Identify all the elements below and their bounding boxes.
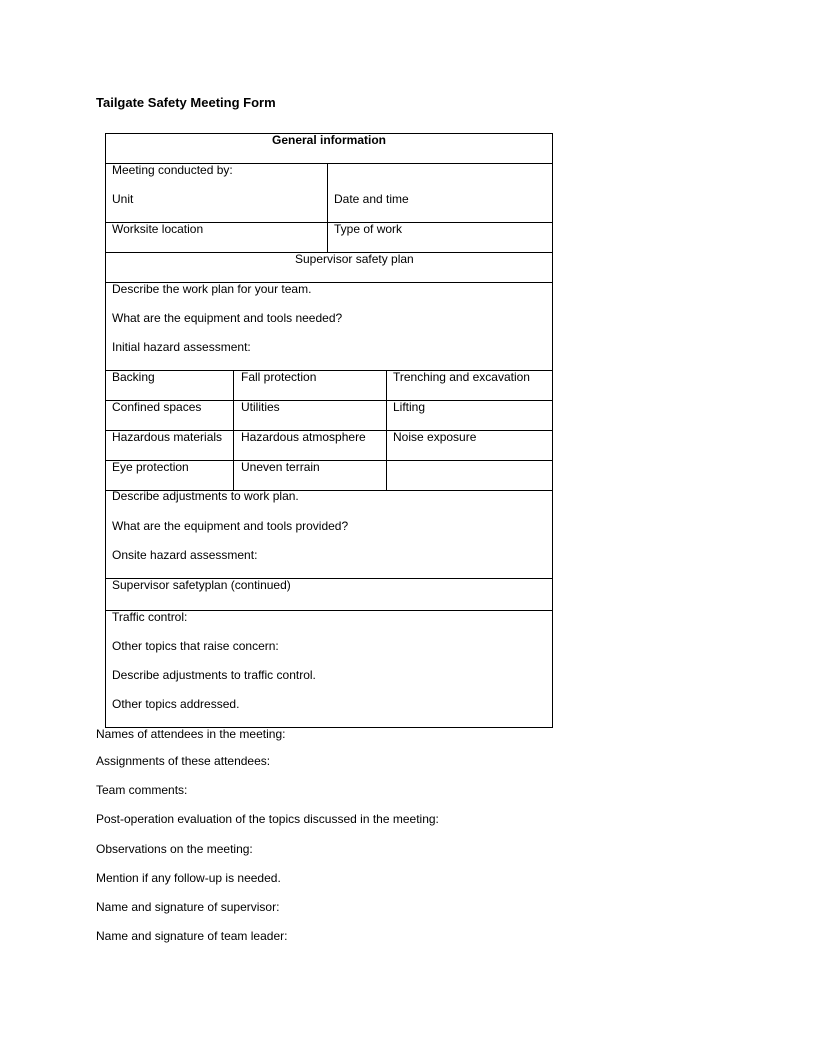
hazard-cell: Confined spaces: [112, 400, 202, 414]
hazard-cell: Trenching and excavation: [393, 370, 530, 384]
footer-line: Team comments:: [96, 783, 188, 797]
general-info-header: General information: [271, 133, 387, 147]
type-of-work-label: Type of work: [334, 222, 403, 236]
footer-line: Name and signature of supervisor:: [96, 900, 280, 914]
footer-line: Mention if any follow-up is needed.: [96, 871, 281, 885]
date-and-time-label: Date and time: [334, 192, 409, 206]
page-title: Tailgate Safety Meeting Form: [96, 95, 276, 110]
footer-line: Post-operation evaluation of the topics discussed in the meeting:: [96, 812, 439, 826]
equipment-provided-label: What are the equipment and tools provided?: [112, 519, 349, 533]
hazard-cell: Hazardous atmosphere: [241, 430, 366, 444]
supervisor-plan-header: Supervisor safety plan: [295, 252, 414, 266]
equipment-needed-label: What are the equipment and tools needed?: [112, 311, 343, 325]
footer-line: Names of attendees in the meeting:: [96, 727, 286, 741]
meeting-conducted-by-label: Meeting conducted by:: [112, 163, 233, 177]
initial-hazard-label: Initial hazard assessment:: [112, 340, 251, 354]
footer-line: Assignments of these attendees:: [96, 754, 271, 768]
footer-line: Name and signature of team leader:: [96, 929, 288, 943]
adjust-work-plan-label: Describe adjustments to work plan.: [112, 489, 299, 503]
hazard-cell: Noise exposure: [393, 430, 477, 444]
other-addressed-label: Other topics addressed.: [112, 697, 240, 711]
column-divider: [233, 370, 234, 490]
work-plan-label: Describe the work plan for your team.: [112, 282, 312, 296]
onsite-hazard-label: Onsite hazard assessment:: [112, 548, 258, 562]
other-concern-label: Other topics that raise concern:: [112, 639, 279, 653]
column-divider: [386, 370, 387, 490]
traffic-control-label: Traffic control:: [112, 610, 188, 624]
hazard-cell: Fall protection: [241, 370, 317, 384]
hazard-cell: Eye protection: [112, 460, 189, 474]
hazard-cell: Lifting: [393, 400, 426, 414]
worksite-location-label: Worksite location: [112, 222, 204, 236]
column-divider: [327, 163, 328, 252]
hazard-cell: Utilities: [241, 400, 280, 414]
hazard-cell: Backing: [112, 370, 155, 384]
footer-line: Observations on the meeting:: [96, 842, 253, 856]
supervisor-plan-continued-header: Supervisor safetyplan (continued): [112, 578, 291, 592]
traffic-adjust-label: Describe adjustments to traffic control.: [112, 668, 316, 682]
unit-label: Unit: [112, 192, 134, 206]
hazard-cell: Uneven terrain: [241, 460, 320, 474]
hazard-cell: Hazardous materials: [112, 430, 223, 444]
